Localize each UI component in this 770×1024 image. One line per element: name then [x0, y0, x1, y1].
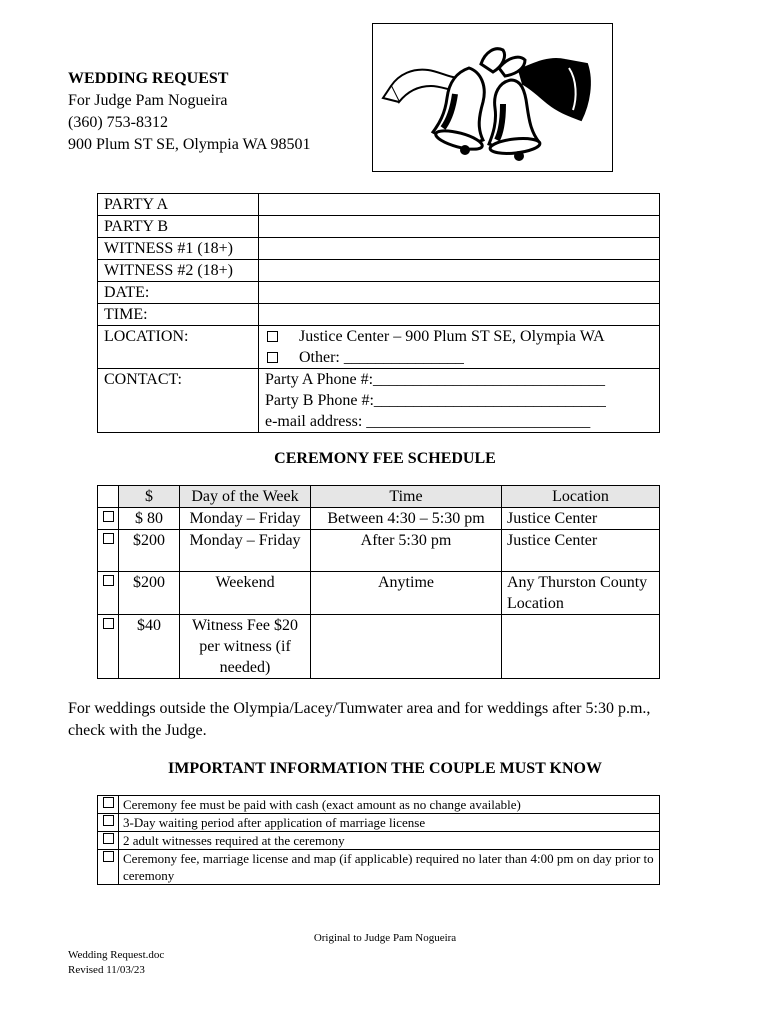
wedding-bells-icon	[373, 24, 612, 171]
fee-row-3-checkbox[interactable]	[103, 575, 114, 586]
header-block	[68, 68, 311, 156]
location-option-justice-center	[265, 326, 653, 347]
location-justice-label: Justice Center – 900 Plum ST SE, Olympia WA	[299, 328, 605, 345]
fee-schedule-title: CEREMONY FEE SCHEDULE	[274, 450, 496, 467]
location-options	[259, 326, 660, 369]
header-fee: $	[119, 486, 180, 508]
logo-box	[372, 23, 613, 172]
judge-address: 900 Plum ST SE, Olympia WA 98501	[68, 136, 311, 153]
party-b-field[interactable]	[259, 216, 660, 238]
request-info-table	[97, 193, 660, 433]
date-label: DATE:	[98, 282, 259, 304]
item-2-checkbox[interactable]	[103, 815, 114, 826]
fee-row-1-checkbox[interactable]	[103, 511, 114, 522]
fee-time: Anytime	[311, 572, 502, 615]
time-field[interactable]	[259, 304, 660, 326]
judge-name: For Judge Pam Nogueira	[68, 92, 228, 109]
fee-row-cell	[98, 615, 119, 679]
table-row	[98, 260, 660, 282]
item-check-cell	[98, 814, 119, 832]
item-text: Ceremony fee, marriage license and map (if applicable) required no later than 4:00 pm on day prior to ceremony	[119, 850, 660, 885]
fee-value: $ 80	[119, 508, 180, 530]
table-row	[98, 216, 660, 238]
header-location: Location	[502, 486, 660, 508]
list-item	[98, 814, 660, 832]
fee-day: Weekend	[180, 572, 311, 615]
witness2-label: WITNESS #2 (18+)	[98, 260, 259, 282]
fee-row-cell	[98, 508, 119, 530]
footer-doc-name: Wedding Request.doc	[68, 949, 165, 961]
table-row	[98, 508, 660, 530]
table-row	[98, 530, 660, 572]
item-text: 3-Day waiting period after application of marriage license	[119, 814, 660, 832]
fee-time	[311, 615, 502, 679]
fee-location: Any Thurston County Location	[502, 572, 660, 615]
table-row	[98, 304, 660, 326]
outside-area-note: For weddings outside the Olympia/Lacey/Tumwater area and for weddings after 5:30 p.m., check with the Judge.	[68, 700, 651, 739]
fee-row-cell	[98, 530, 119, 572]
email-field[interactable]: e-mail address: ____________________________	[265, 413, 591, 430]
fee-row-cell	[98, 572, 119, 615]
table-row	[98, 238, 660, 260]
contact-fields	[259, 369, 660, 433]
header-check-col	[98, 486, 119, 508]
party-b-label: PARTY B	[98, 216, 259, 238]
table-header-row	[98, 486, 660, 508]
item-text: Ceremony fee must be paid with cash (exact amount as no change available)	[119, 796, 660, 814]
location-other-label: Other: _______________	[299, 349, 464, 366]
judge-phone: (360) 753-8312	[68, 114, 168, 131]
fee-location	[502, 615, 660, 679]
item-3-checkbox[interactable]	[103, 833, 114, 844]
party-a-label: PARTY A	[98, 194, 259, 216]
list-item	[98, 796, 660, 814]
item-text: 2 adult witnesses required at the ceremony	[119, 832, 660, 850]
location-justice-checkbox[interactable]	[267, 331, 278, 342]
important-info-title: IMPORTANT INFORMATION THE COUPLE MUST KNOW	[168, 760, 602, 777]
item-1-checkbox[interactable]	[103, 797, 114, 808]
item-check-cell	[98, 796, 119, 814]
table-row	[98, 194, 660, 216]
table-row	[98, 572, 660, 615]
header-time: Time	[311, 486, 502, 508]
list-item	[98, 850, 660, 885]
party-b-phone-field[interactable]: Party B Phone #:_____________________________	[265, 392, 606, 409]
location-other-checkbox[interactable]	[267, 352, 278, 363]
time-label: TIME:	[98, 304, 259, 326]
location-option-other	[265, 347, 653, 368]
contact-label: CONTACT:	[98, 369, 259, 433]
date-field[interactable]	[259, 282, 660, 304]
item-check-cell	[98, 850, 119, 885]
fee-location: Justice Center	[502, 508, 660, 530]
party-a-field[interactable]	[259, 194, 660, 216]
witness2-field[interactable]	[259, 260, 660, 282]
fee-time: Between 4:30 – 5:30 pm	[311, 508, 502, 530]
fee-row-4-checkbox[interactable]	[103, 618, 114, 629]
fee-value: $40	[119, 615, 180, 679]
fee-time: After 5:30 pm	[311, 530, 502, 572]
table-row	[98, 282, 660, 304]
item-check-cell	[98, 832, 119, 850]
witness1-label: WITNESS #1 (18+)	[98, 238, 259, 260]
fee-day: Monday – Friday	[180, 530, 311, 572]
fee-schedule-table	[97, 485, 660, 679]
footer-doc-info	[68, 948, 164, 978]
location-label: LOCATION:	[98, 326, 259, 369]
table-row	[98, 369, 660, 433]
list-item	[98, 832, 660, 850]
fee-day: Witness Fee $20 per witness (if needed)	[180, 615, 311, 679]
fee-row-2-checkbox[interactable]	[103, 533, 114, 544]
table-row	[98, 615, 660, 679]
party-a-phone-field[interactable]: Party A Phone #:_____________________________	[265, 371, 606, 388]
footer-revised: Revised 11/03/23	[68, 964, 145, 976]
important-info-table	[97, 795, 660, 885]
header-day: Day of the Week	[180, 486, 311, 508]
fee-value: $200	[119, 572, 180, 615]
witness1-field[interactable]	[259, 238, 660, 260]
fee-value: $200	[119, 530, 180, 572]
fee-day: Monday – Friday	[180, 508, 311, 530]
fee-location: Justice Center	[502, 530, 660, 572]
footer-original-to: Original to Judge Pam Nogueira	[313, 932, 457, 944]
page-title: WEDDING REQUEST	[68, 70, 229, 87]
item-4-checkbox[interactable]	[103, 851, 114, 862]
table-row	[98, 326, 660, 369]
